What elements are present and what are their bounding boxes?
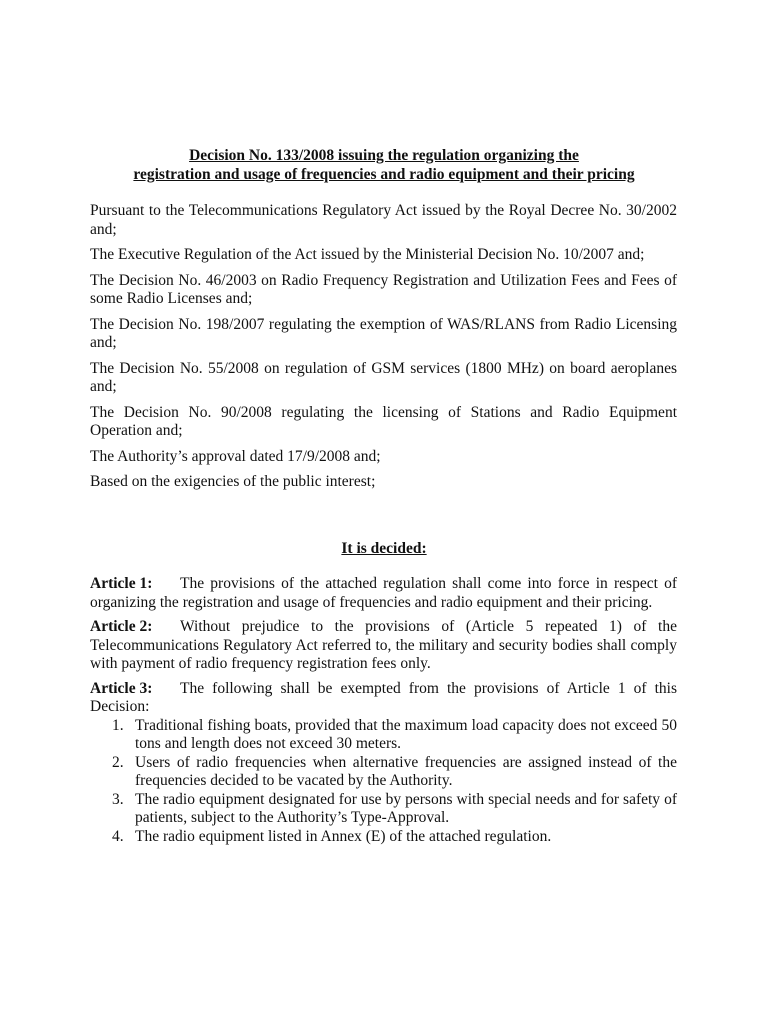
article-1 xyxy=(90,575,677,612)
list-item-text: Users of radio frequencies when alternative frequencies are assigned instead of the frequencies decided to be vacated by the Authority. xyxy=(135,753,677,789)
title-line-1: Decision No. 133/2008 issuing the regulation organizing the xyxy=(189,147,579,164)
article-label: Article 2: xyxy=(90,618,153,635)
list-item-number: 1. xyxy=(112,716,124,734)
preamble-paragraph: Based on the exigencies of the public interest; xyxy=(90,473,376,490)
list-item xyxy=(90,717,677,754)
decided-heading: It is decided: xyxy=(341,540,427,557)
preamble-paragraph: The Decision No. 90/2008 regulating the licensing of Stations and Radio Equipment Operation and; xyxy=(90,403,677,439)
article-text: The following shall be exempted from the provisions of Article 1 of this Decision: xyxy=(90,679,677,715)
list-item-number: 4. xyxy=(112,827,124,845)
preamble xyxy=(90,202,677,499)
list-item xyxy=(90,791,677,828)
list-item-number: 2. xyxy=(112,753,124,771)
list-item xyxy=(90,828,677,847)
article-label: Article 3: xyxy=(90,679,153,697)
preamble-paragraph: The Executive Regulation of the Act issued by the Ministerial Decision No. 10/2007 and; xyxy=(90,246,645,263)
exemption-list xyxy=(90,717,677,847)
list-item-text: The radio equipment listed in Annex (E) of the attached regulation. xyxy=(135,827,552,845)
preamble-paragraph: The Authority’s approval dated 17/9/2008 and; xyxy=(90,447,381,465)
articles-section xyxy=(90,575,677,846)
title-line-2: registration and usage of frequencies and radio equipment and their pricing xyxy=(133,166,635,183)
article-2 xyxy=(90,618,677,674)
preamble-paragraph: The Decision No. 198/2007 regulating the exemption of WAS/RLANS from Radio Licensing and; xyxy=(90,315,677,351)
list-item-text: Traditional fishing boats, provided that the maximum load capacity does not exceed 50 tons and length does not exceed 30 meters. xyxy=(135,716,677,752)
preamble-paragraph: Pursuant to the Telecommunications Regulatory Act issued by the Royal Decree No. 30/2002 and; xyxy=(90,202,677,238)
article-label: Article 1: xyxy=(90,575,153,592)
list-item-text: The radio equipment designated for use by persons with special needs and for safety of patients, subject to the Authority’s Type-Approval. xyxy=(135,790,677,826)
preamble-paragraph: The Decision No. 46/2003 on Radio Frequency Registration and Utilization Fees and Fees of some Radio Licenses and; xyxy=(90,271,677,307)
document-title xyxy=(90,146,678,184)
list-item-number: 3. xyxy=(112,790,124,808)
article-text: The provisions of the attached regulation shall come into force in respect of organizing the registration and usage of frequencies and radio equipment and their pricing. xyxy=(90,575,677,611)
preamble-paragraph: The Decision No. 55/2008 on regulation of GSM services (1800 MHz) on board aeroplanes and; xyxy=(90,359,677,395)
list-item xyxy=(90,754,677,791)
article-3 xyxy=(90,680,677,717)
article-text: Without prejudice to the provisions of (Article 5 repeated 1) of the Telecommunications Regulatory Act referred to, the military and security bodies shall comply with payment of radio frequency registration fees only. xyxy=(90,618,677,672)
